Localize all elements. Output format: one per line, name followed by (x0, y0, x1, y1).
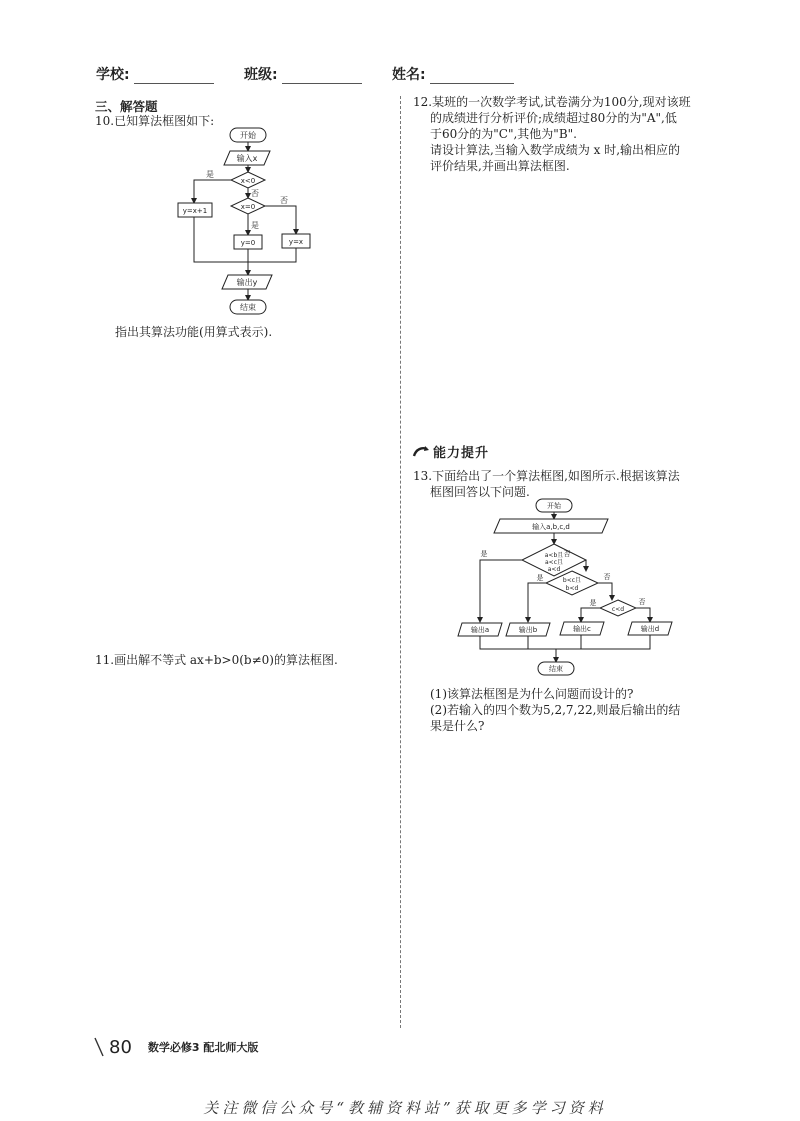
q13-no3-label: 否 (638, 598, 646, 606)
q10-flowchart (160, 124, 340, 320)
q13-subquestions (430, 686, 715, 734)
q10-yes2-label: 是 (251, 221, 259, 230)
q11-text: 11.画出解不等式 ax+b>0(b≠0)的算法框图. (95, 653, 338, 667)
q13-line-1: 13.下面给出了一个算法框图,如图所示.根据该算法 (413, 469, 680, 483)
class-label: 班级: (244, 67, 278, 83)
q13-cond3-label: c<d (611, 606, 625, 613)
q13-cond2-l2: b<d (565, 585, 579, 592)
q13-line-2: 框图回答以下问题. (430, 485, 530, 499)
q10-yes1-label: 是 (206, 170, 214, 179)
q13-out-a-label: 输出a (470, 626, 490, 634)
q13-no1-label: 否 (563, 550, 571, 558)
book-title: 数学必修3 配北师大版 (147, 1041, 259, 1054)
curved-arrow-icon (412, 445, 430, 459)
footer (93, 1036, 258, 1058)
q13-yes1-label: 是 (480, 550, 488, 558)
q10-start-label: 开始 (240, 131, 256, 140)
q13-out-b-label: 输出b (518, 626, 538, 634)
q13-flowchart (452, 496, 684, 684)
section-title: 三、解答题 (95, 99, 158, 114)
q10-instruction: 指出其算法功能(用算式表示). (115, 325, 273, 339)
q13-no2-label: 否 (603, 573, 611, 581)
q10-input-label: 输入x (236, 154, 258, 163)
q10-assign3-label: y=x (288, 238, 304, 246)
q13-sub1: (1)该算法框图是为什么问题而设计的? (430, 687, 634, 701)
ability-heading (412, 442, 489, 461)
q13-end-label: 结束 (549, 665, 563, 673)
q10-assign1-label: y=x+1 (182, 207, 208, 215)
q13-yes2-label: 是 (536, 574, 544, 582)
class-field (244, 64, 362, 84)
class-blank[interactable] (282, 83, 362, 84)
q13-cond2-l1: b<c且 (562, 577, 582, 584)
q12-line-4: 请设计算法,当输入数学成绩为 x 时,输出相应的 (430, 143, 681, 157)
q10-output-label: 输出y (236, 278, 258, 287)
q10-no2-label: 否 (280, 196, 288, 205)
name-field (392, 64, 514, 84)
page-number: 80 (109, 1036, 132, 1058)
q10-text: 10.已知算法框图如下: (95, 114, 215, 128)
column-divider (400, 96, 401, 1028)
school-label: 学校: (96, 67, 130, 83)
q13-yes3-label: 是 (589, 599, 597, 607)
q12-line-2: 的成绩进行分析评价;成绩超过80分的为"A",低 (430, 111, 677, 125)
footer-banner: 关注微信公众号“教辅资料站”获取更多学习资料 (203, 1099, 607, 1117)
q13-out-c-label: 输出c (573, 625, 591, 633)
q13-cond1-l2: a<c且 (544, 559, 564, 566)
q13-sub2-line-2: 果是什么? (430, 719, 485, 733)
q10-assign2-label: y=0 (240, 239, 256, 247)
school-blank[interactable] (134, 83, 214, 84)
q13-sub2-line-1: (2)若输入的四个数为5,2,7,22,则最后输出的结 (430, 703, 681, 717)
q12-line-3: 于60分的为"C",其他为"B". (430, 127, 577, 141)
q12-line-5: 评价结果,并画出算法框图. (430, 159, 570, 173)
q10-cond2-label: x=0 (240, 203, 256, 211)
q12-line-1: 12.某班的一次数学考试,试卷满分为100分,现对该班 (413, 95, 691, 109)
q13-start-label: 开始 (547, 502, 561, 510)
q10-cond1-label: x<0 (240, 177, 256, 185)
ability-title: 能力提升 (433, 446, 490, 461)
q13-input-label: 输入a,b,c,d (532, 523, 570, 531)
slash-mark-icon (93, 1036, 105, 1058)
q12-block (413, 94, 713, 174)
q13-cond1-l1: a<b且 (544, 552, 564, 559)
name-label: 姓名: (392, 67, 426, 83)
q13-cond1-l3: a<d (547, 566, 561, 573)
q13-out-d-label: 输出d (640, 625, 660, 633)
school-field (96, 64, 214, 84)
q10-end-label: 结束 (240, 303, 256, 312)
q10-no1-label: 否 (251, 189, 259, 198)
name-blank[interactable] (430, 83, 514, 84)
